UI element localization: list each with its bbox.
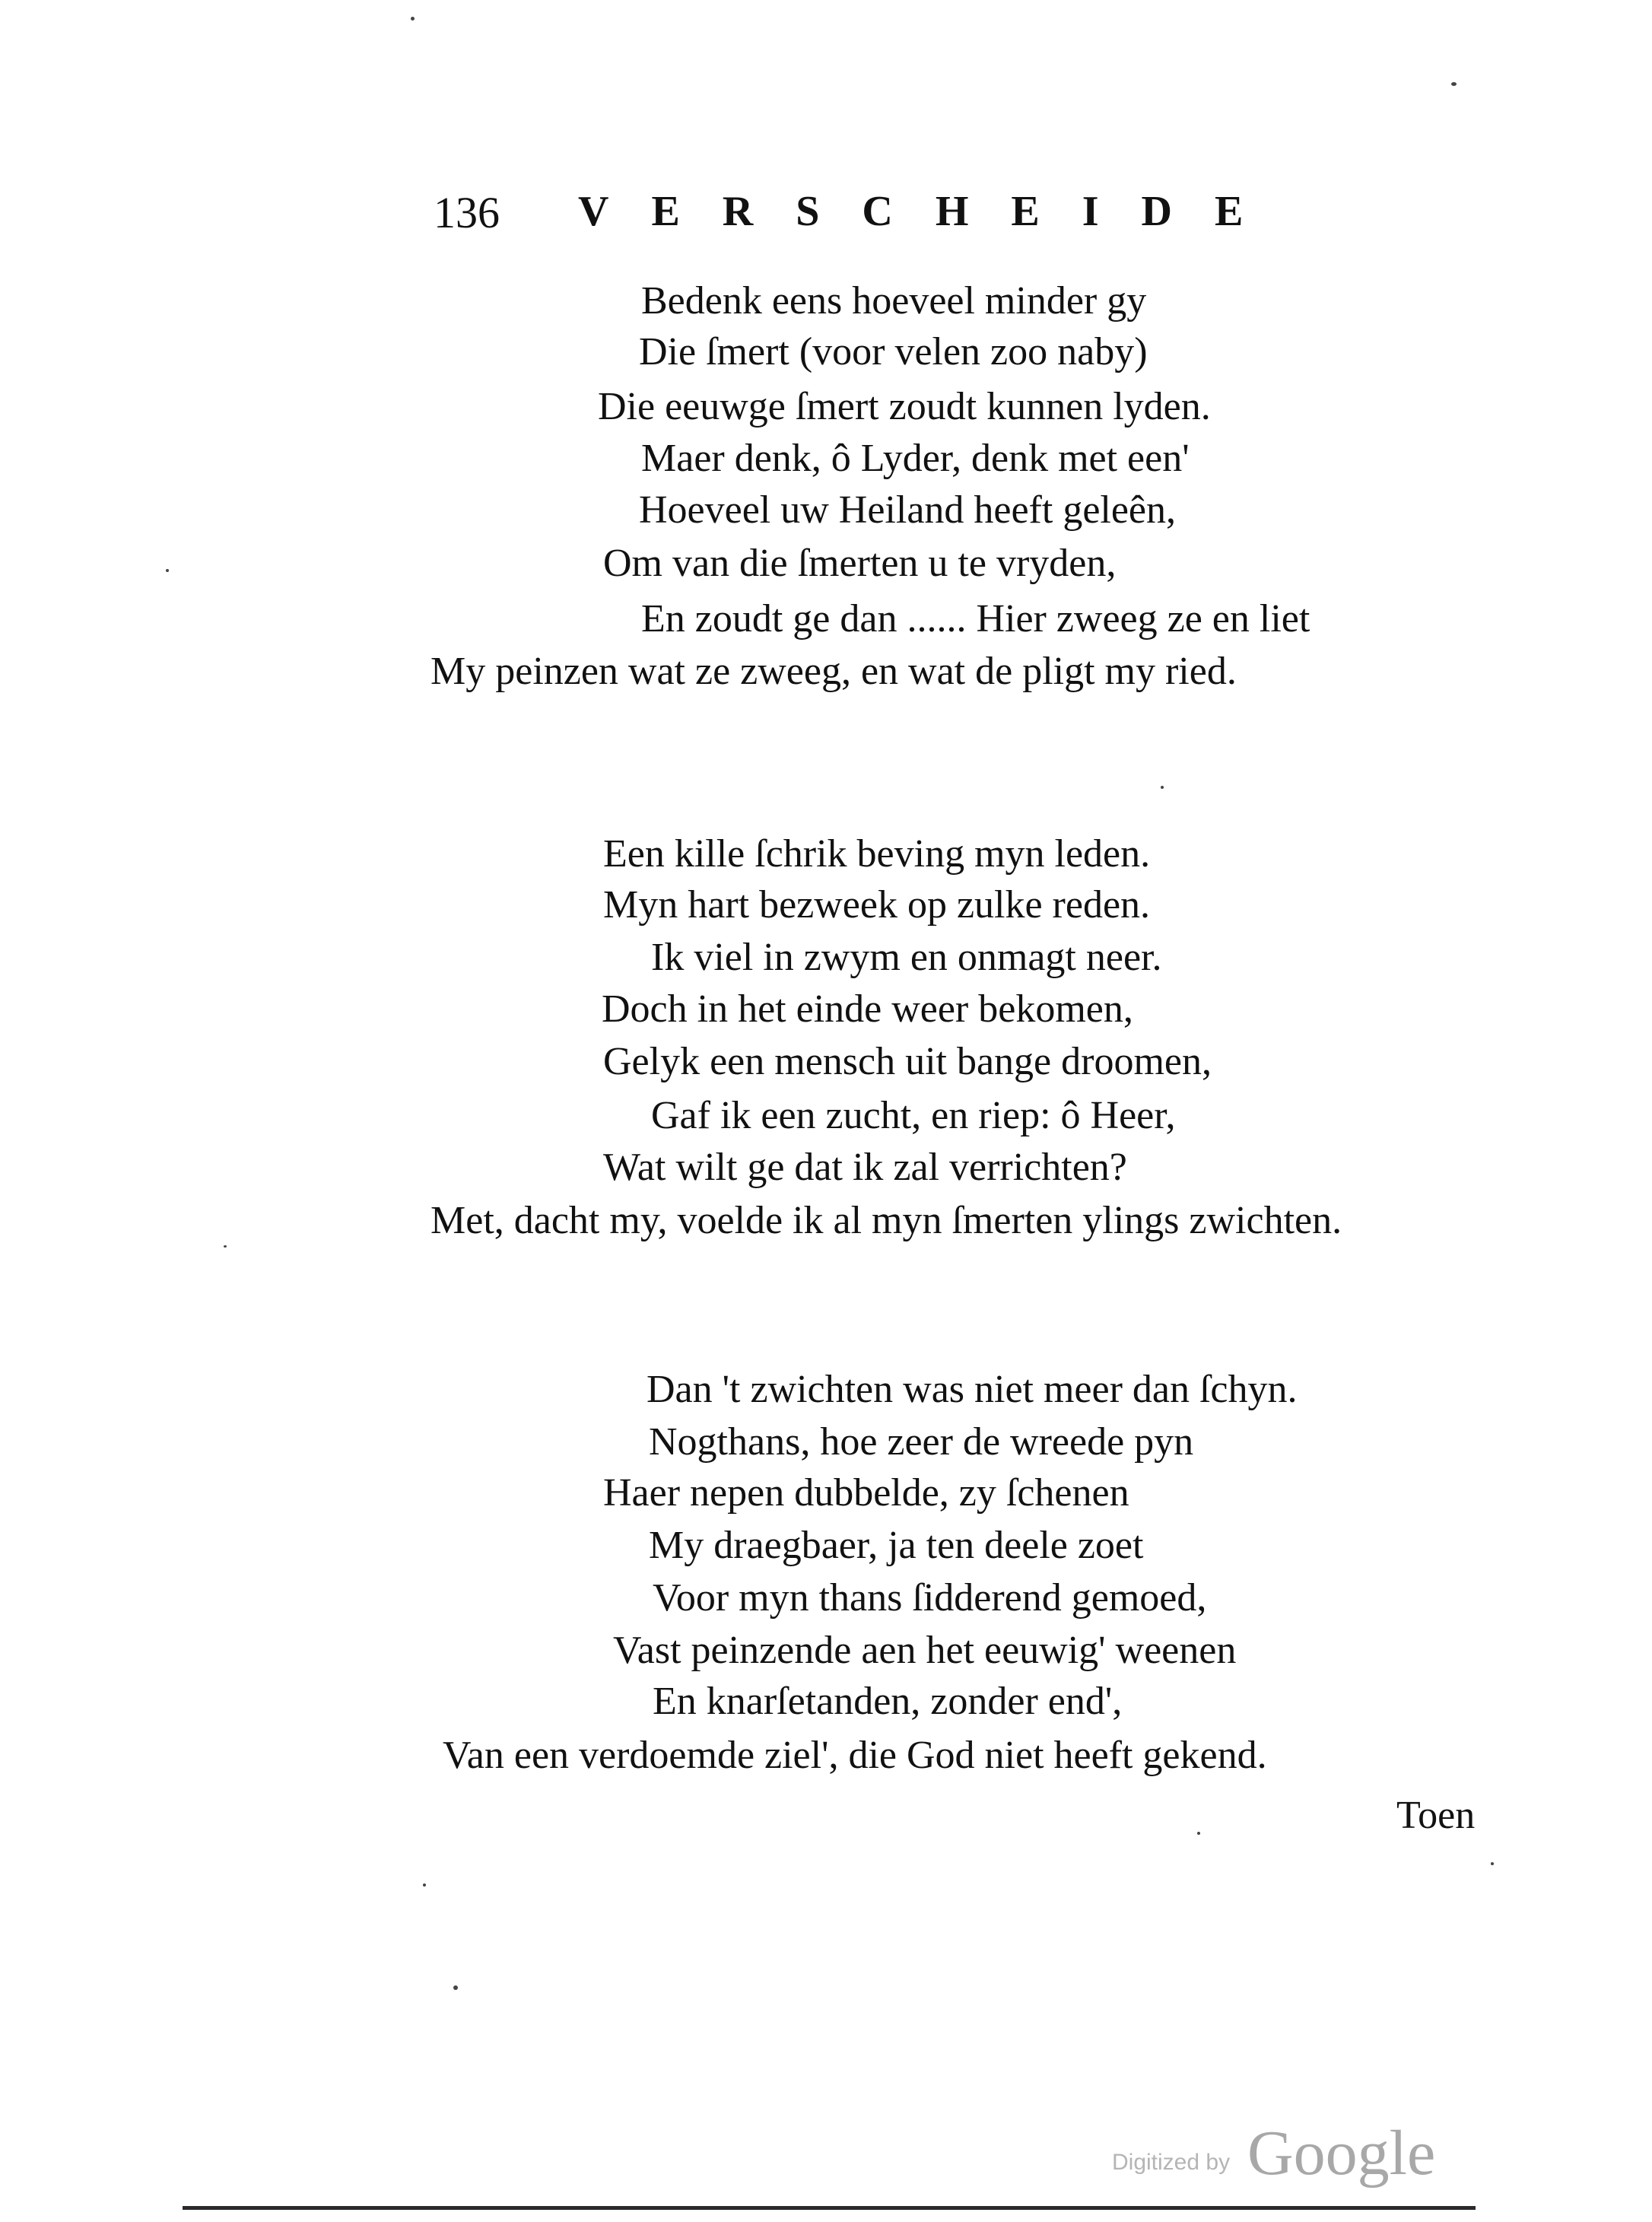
poem-line: Die eeuwge ſmert zoudt kunnen lyden.: [598, 385, 1211, 428]
poem-line: My draegbaer, ja ten deele zoet: [649, 1524, 1144, 1567]
scan-bottom-edge: [183, 2206, 1476, 2210]
scan-speck: [453, 1985, 458, 1990]
poem-line: Hoeveel uw Heiland heeft geleên,: [639, 488, 1177, 532]
digitized-label: Digitized by: [1112, 2150, 1231, 2175]
page-number: 136: [434, 188, 500, 237]
poem-line: Om van die ſmerten u te vryden,: [603, 542, 1117, 585]
scan-speck: [1161, 786, 1164, 789]
running-title: VERSCHEIDE: [578, 188, 1286, 235]
poem-line: Gaf ik een zucht, en riep: ô Heer,: [651, 1094, 1176, 1137]
poem-line: Van een verdoemde ziel', die God niet heeft gekend.: [443, 1734, 1267, 1777]
scan-speck: [224, 1245, 227, 1248]
scan-speck: [1197, 1832, 1200, 1835]
poem-line: Vast peinzende aen het eeuwig' weenen: [613, 1629, 1237, 1672]
scan-speck: [166, 569, 169, 572]
poem-line: Ik viel in zwym en onmagt neer.: [651, 936, 1162, 979]
poem-line: Haer nepen dubbelde, zy ſchenen: [603, 1471, 1129, 1515]
poem-line: En zoudt ge dan ...... Hier zweeg ze en liet: [641, 597, 1310, 641]
poem-line: Met, dacht my, voelde ik al myn ſmerten ylings zwichten.: [430, 1199, 1342, 1242]
scan-speck: [423, 1883, 426, 1887]
scan-speck: [411, 17, 415, 21]
poem-line: Maer denk, ô Lyder, denk met een': [641, 437, 1190, 480]
catchword: Toen: [1396, 1794, 1476, 1837]
poem-line: Nogthans, hoe zeer de wreede pyn: [649, 1420, 1194, 1464]
poem-line: Gelyk een mensch uit bange droomen,: [603, 1040, 1212, 1083]
scan-speck: [1451, 82, 1457, 86]
digitized-by-google-watermark: [1112, 2116, 1447, 2192]
poem-line: Myn hart bezweek op zulke reden.: [603, 883, 1151, 927]
poem-line: Een kille ſchrik beving myn leden.: [603, 832, 1151, 876]
poem-line: Doch in het einde weer bekomen,: [602, 987, 1133, 1031]
poem-line: En knarſetanden, zonder end',: [653, 1680, 1123, 1723]
poem-line: Voor myn thans ſidderend gemoed,: [653, 1576, 1207, 1620]
google-logo: Google: [1247, 2118, 1436, 2189]
poem-line: Die ſmert (voor velen zoo naby): [639, 330, 1148, 374]
scan-speck: [1491, 1862, 1494, 1865]
poem-line: Wat wilt ge dat ik zal verrichten?: [603, 1146, 1127, 1189]
poem-line: Bedenk eens hoeveel minder gy: [641, 279, 1147, 323]
poem-line: Dan 't zwichten was niet meer dan ſchyn.: [647, 1368, 1298, 1411]
page-header: [434, 187, 1377, 240]
poem-line: My peinzen wat ze zweeg, en wat de pligt my ried.: [430, 650, 1237, 693]
